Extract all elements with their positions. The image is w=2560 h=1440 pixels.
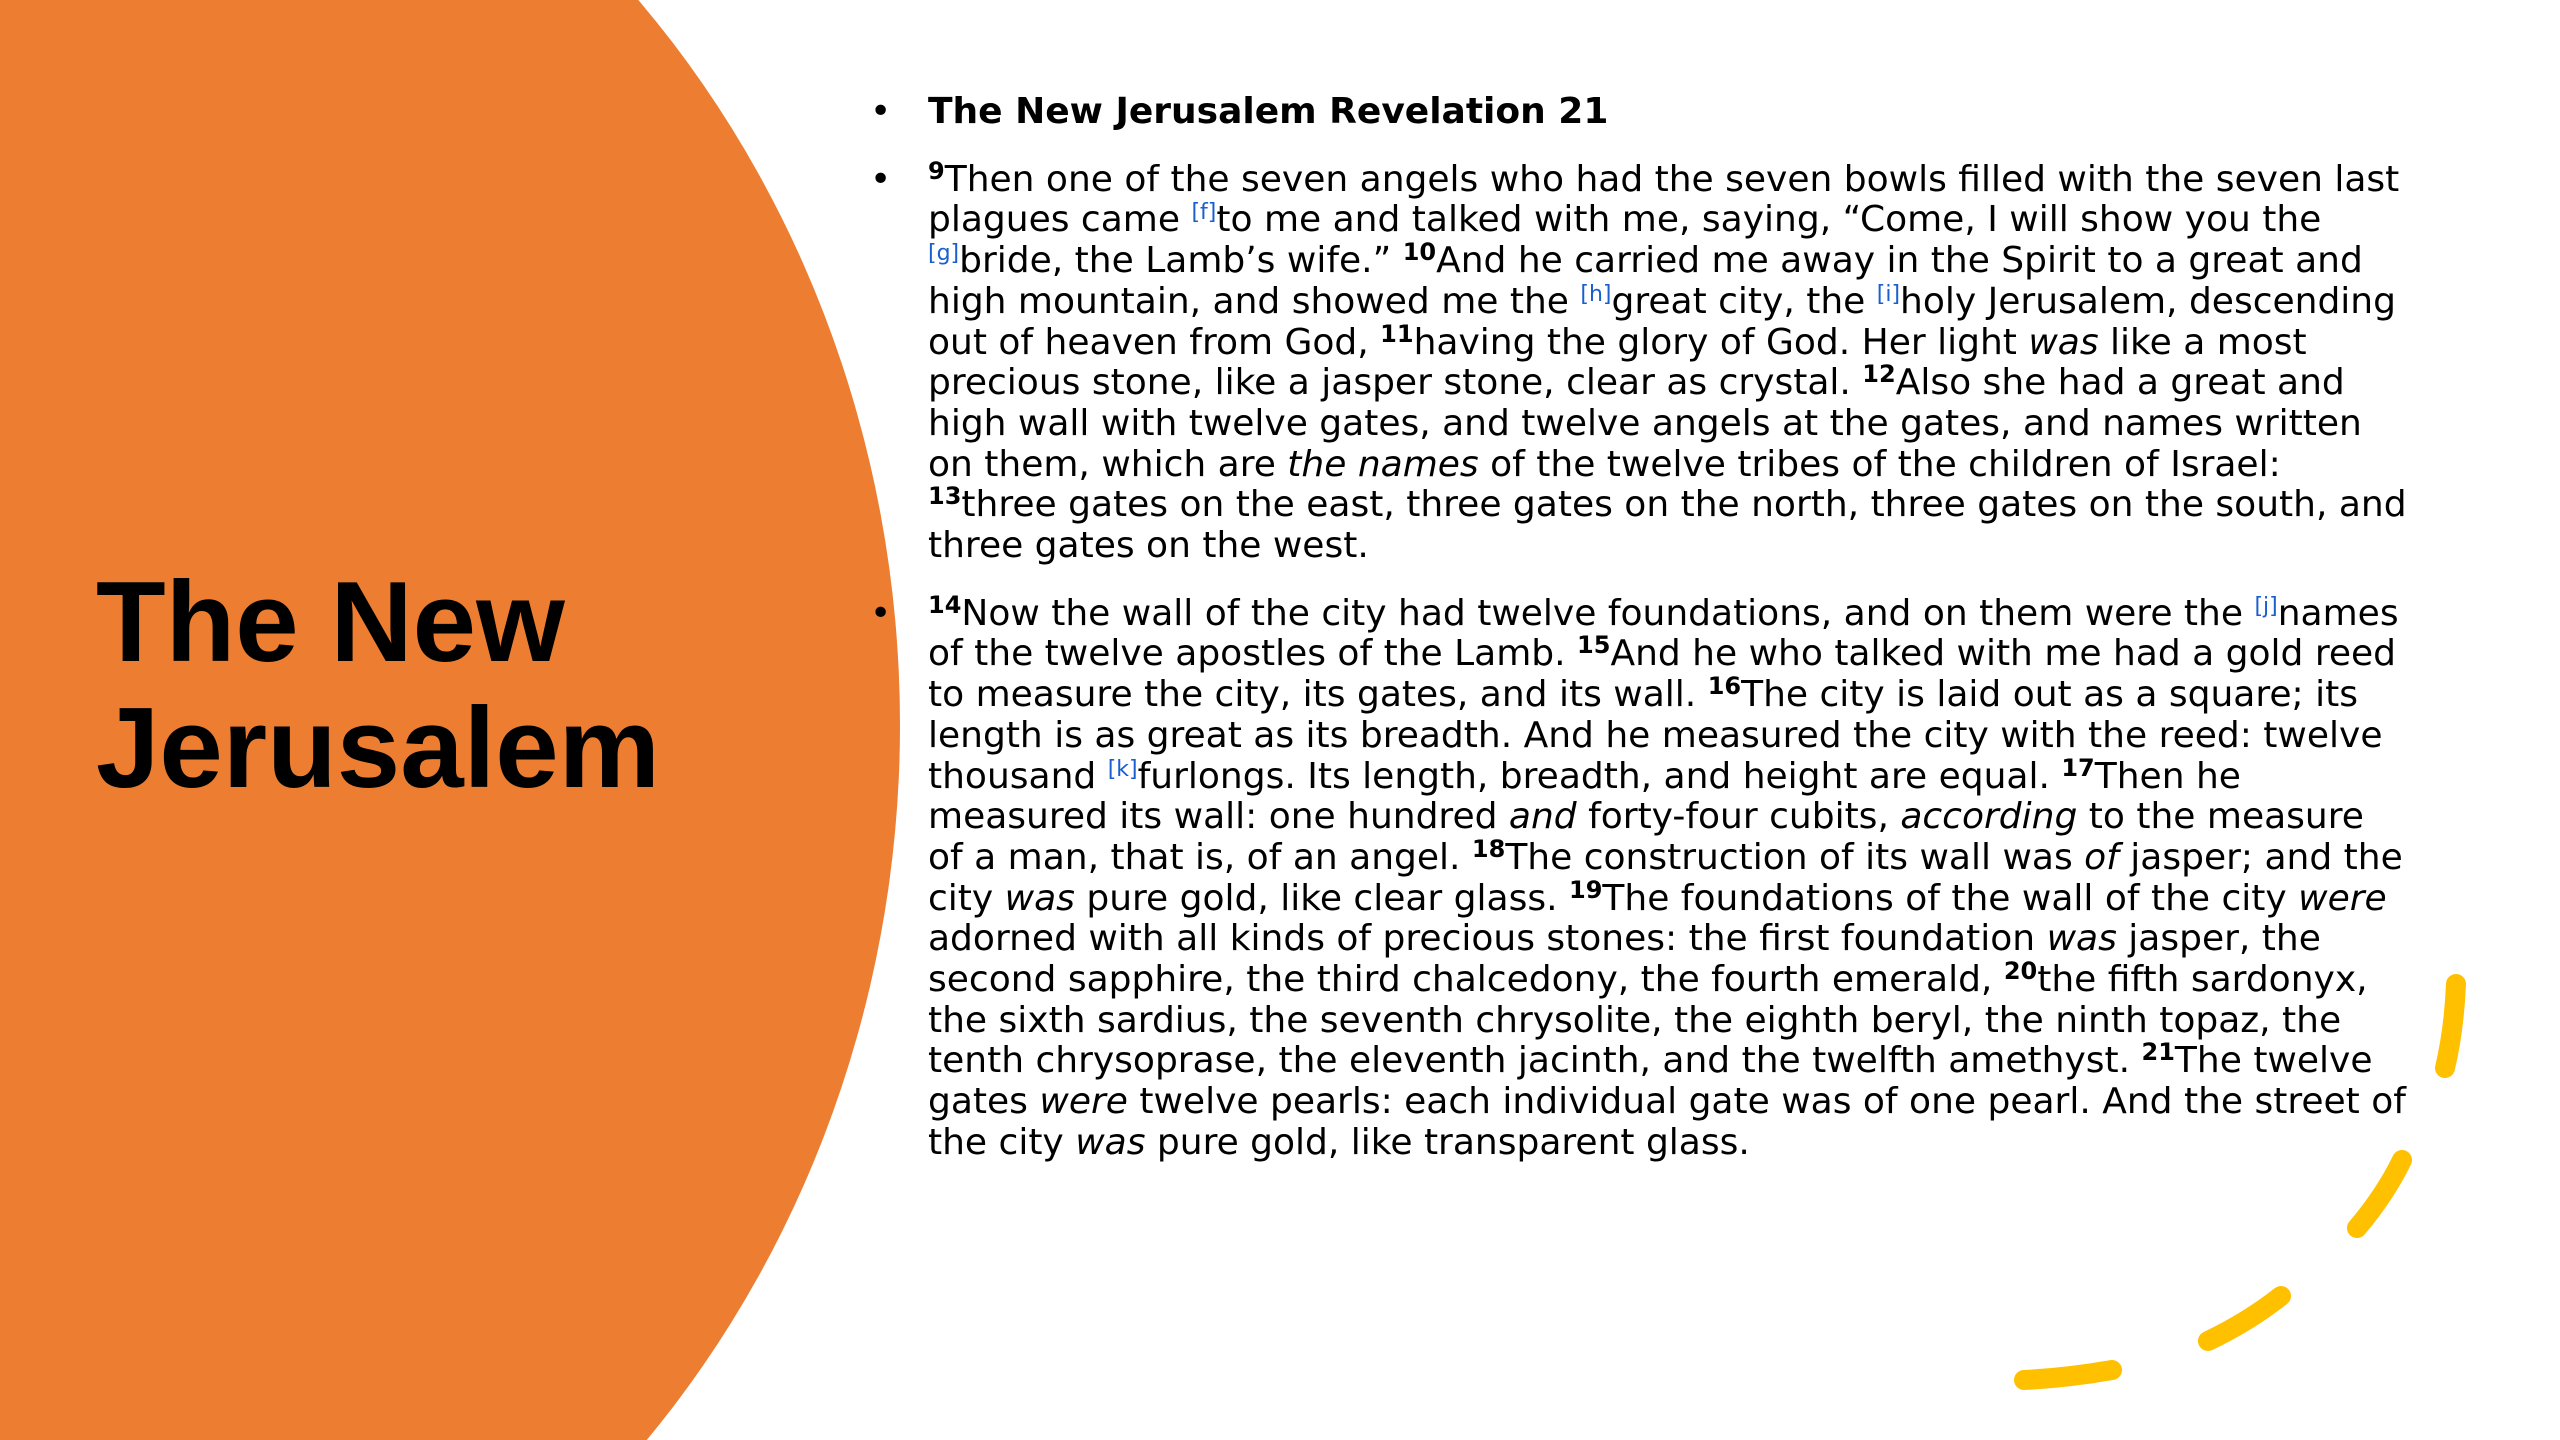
footnote-link[interactable]: [g] [928, 241, 960, 267]
text-run: The construction of its wall was [1505, 836, 2085, 878]
verse-number: 10 [1402, 238, 1437, 267]
text-run: Then one of the seven angels who had the seven bowls filled with the seven last plagues came [928, 158, 2400, 241]
text-run: three gates on the east, three gates on the north, three gates on the south, and three gates on the west. [928, 484, 2407, 567]
text-run: furlongs. Its length, breadth, and height are equal. [1137, 755, 2062, 797]
bullet-dot: • [870, 158, 892, 200]
verse-number: 13 [928, 482, 962, 511]
text-run: bride, the Lamb’s wife.” [959, 240, 1403, 282]
text-run: The twelve gates [928, 1040, 2373, 1123]
text-run: forty-four cubits, [1576, 796, 1901, 838]
text-run: jasper; and the city [928, 836, 2403, 919]
text-run: jasper, the second sapphire, the third chalcedony, the fourth emerald, [928, 918, 2321, 1001]
section-heading: The New Jerusalem Revelation 21 [928, 91, 1609, 132]
verse-number: 14 [928, 590, 962, 619]
text-run: like a most precious stone, like a jasper stone, clear as crystal. [928, 321, 2307, 404]
text-run: great city, the [1611, 280, 1877, 322]
text-run: adorned with all kinds of precious stones: the first foundation [928, 918, 2047, 960]
text-run: And he carried me away in the Spirit to a great and high mountain, and showed me the [928, 240, 2363, 322]
text-run: names of the twelve apostles of the Lamb. [928, 592, 2399, 675]
footnote-link[interactable]: [i] [1876, 281, 1901, 307]
bullet-dot: • [870, 592, 892, 634]
verse-number: 16 [1707, 672, 1742, 701]
italic-text: was [1004, 877, 1075, 919]
verse-number: 18 [1471, 834, 1506, 863]
slide-title: The New Jerusalem [96, 559, 661, 812]
verse-number: 19 [1569, 875, 1603, 904]
text-run: the fifth sardonyx, the sixth sardius, the seventh chrysolite, the eighth beryl, the ninth topaz, the tenth chrysoprase, the eleventh jacinth, and the twelfth amethyst. [928, 959, 2368, 1082]
text-run: pure gold, like clear glass. [1074, 877, 1569, 919]
verse-number: 11 [1380, 319, 1414, 348]
text-run: The foundations of the wall of the city [1602, 877, 2299, 919]
italic-text: was [1075, 1121, 1146, 1163]
verse-number: 15 [1577, 631, 1611, 660]
arc-dash-2 [2357, 1160, 2402, 1228]
verse-number: 21 [2141, 1038, 2175, 1067]
italic-text: the names [1287, 443, 1479, 485]
text-run: And he who talked with me had a gold reed to measure the city, its gates, and its wall. [928, 633, 2396, 716]
footnote-link[interactable]: [k] [1107, 756, 1138, 782]
arc-dash-4 [2024, 1370, 2112, 1380]
verse-number: 20 [2003, 957, 2038, 986]
text-run: Also she had a great and high wall with twelve gates, and twelve angels at the gates, and names written on them, which are [928, 362, 2362, 485]
footnote-link[interactable]: [f] [1191, 200, 1217, 226]
text-run: pure gold, like transparent glass. [1145, 1121, 1750, 1163]
text-run: to the measure of a man, that is, of an angel. [928, 796, 2364, 878]
italic-text: was [2028, 321, 2099, 363]
text-run: having the glory of God. Her light [1413, 321, 2029, 363]
text-run: twelve pearls: each individual gate was of one pearl. And the street of the city [928, 1081, 2406, 1163]
text-run: to me and talked with me, saying, “Come, I will show you the [1216, 199, 2322, 241]
text-run: Now the wall of the city had twelve foundations, and on them were the [961, 592, 2255, 634]
verse-number: 12 [1862, 360, 1896, 389]
italic-text: and [1508, 796, 1577, 838]
italic-text: of [2084, 836, 2119, 878]
bullet-dot: • [870, 91, 892, 132]
text-run: Then he measured its wall: one hundred [928, 755, 2241, 838]
verse-number: 17 [2061, 753, 2095, 782]
text-run: of the twelve tribes of the children of Israel: [1478, 443, 2281, 485]
footnote-link[interactable]: [h] [1580, 281, 1612, 307]
italic-text: was [2046, 918, 2117, 960]
italic-text: according [1900, 796, 2078, 838]
text-run: holy Jerusalem, descending out of heaven from God, [928, 280, 2396, 363]
italic-text: were [1039, 1081, 1128, 1123]
arc-dash-3 [2208, 1296, 2281, 1341]
arc-dash-1 [2445, 984, 2456, 1068]
italic-text: were [2298, 877, 2387, 919]
footnote-link[interactable]: [j] [2254, 593, 2278, 619]
verse-number: 9 [928, 156, 945, 185]
text-run: The city is laid out as a square; its length is as great as its breadth. And he measured the city with the reed: twelve thousand [928, 674, 2383, 797]
